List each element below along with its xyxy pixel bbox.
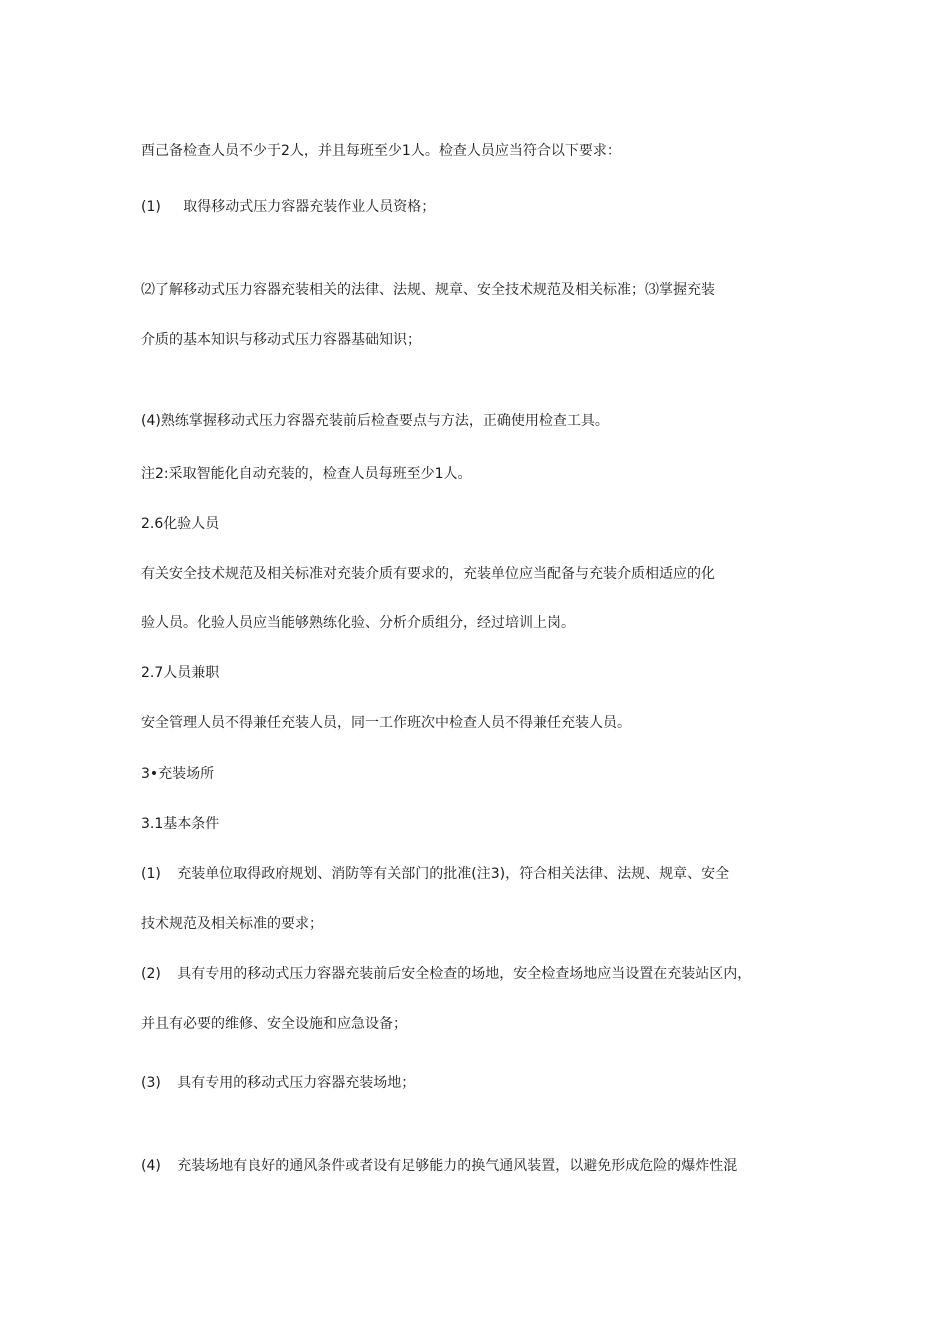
list-number: (1) [141,199,161,215]
list-text: 具有专用的移动式压力容器充装场地； [177,1075,416,1091]
list-item-3-1-4 [141,1157,737,1175]
list-item-1 [141,198,435,216]
list-item-3-1-2 [141,965,751,983]
section-heading-2-7: 2.7人员兼职 [141,665,220,681]
list-number: (1) [141,866,161,882]
section-heading-2-6: 2.6化验人员 [141,516,220,532]
list-number: (3) [141,1075,161,1091]
list-text: 具有专用的移动式压力容器充装前后安全检查的场地，安全检查场地应当设置在充装站区内， [177,966,752,982]
list-item-continuation: 并且有必要的维修、安全设施和应急设备； [141,1016,407,1032]
list-number: (2) [141,966,161,982]
section-heading-3: 3•充装场所 [141,766,215,782]
paragraph-concurrent-posts: 安全管理人员不得兼任充装人员，同一工作班次中检查人员不得兼任充装人员。 [141,715,631,731]
paragraph-inspector-staffing: 酉己备检查人员不少于2人，并且每班至少1人。检查人员应当符合以下要求： [141,143,621,159]
list-number: (4) [141,1158,161,1174]
list-text: 取得移动式压力容器充装作业人员资格； [183,199,436,215]
note-2: 注2:采取智能化自动充装的，检查人员每班至少1人。 [141,466,472,482]
list-text: 充装单位取得政府规划、消防等有关部门的批准(注3)，符合相关法律、法规、规章、安全 [177,866,730,882]
section-heading-3-1: 3.1基本条件 [141,816,220,832]
list-item-continuation: 技术规范及相关标准的要求； [141,916,323,932]
list-item-continuation: 介质的基本知识与移动式压力容器基础知识； [141,332,421,348]
paragraph-lab-staff-cont: 验人员。化验人员应当能够熟练化验、分析介质组分，经过培训上岗。 [141,615,575,631]
list-text: 充装场地有良好的通风条件或者设有足够能力的换气通风装置，以避免形成危险的爆炸性混 [177,1158,738,1174]
list-item-4: (4)熟练掌握移动式压力容器充装前后检查要点与方法，正确使用检查工具。 [141,413,609,429]
list-item-3-1-3 [141,1074,415,1092]
list-item-3-1-1 [141,865,729,883]
paragraph-lab-staff: 有关安全技术规范及相关标准对充装介质有要求的，充装单位应当配备与充装介质相适应的化 [141,566,715,582]
list-item-2-3: ⑵了解移动式压力容器充装相关的法律、法规、规章、安全技术规范及相关标准；⑶掌握充装 [141,282,715,298]
